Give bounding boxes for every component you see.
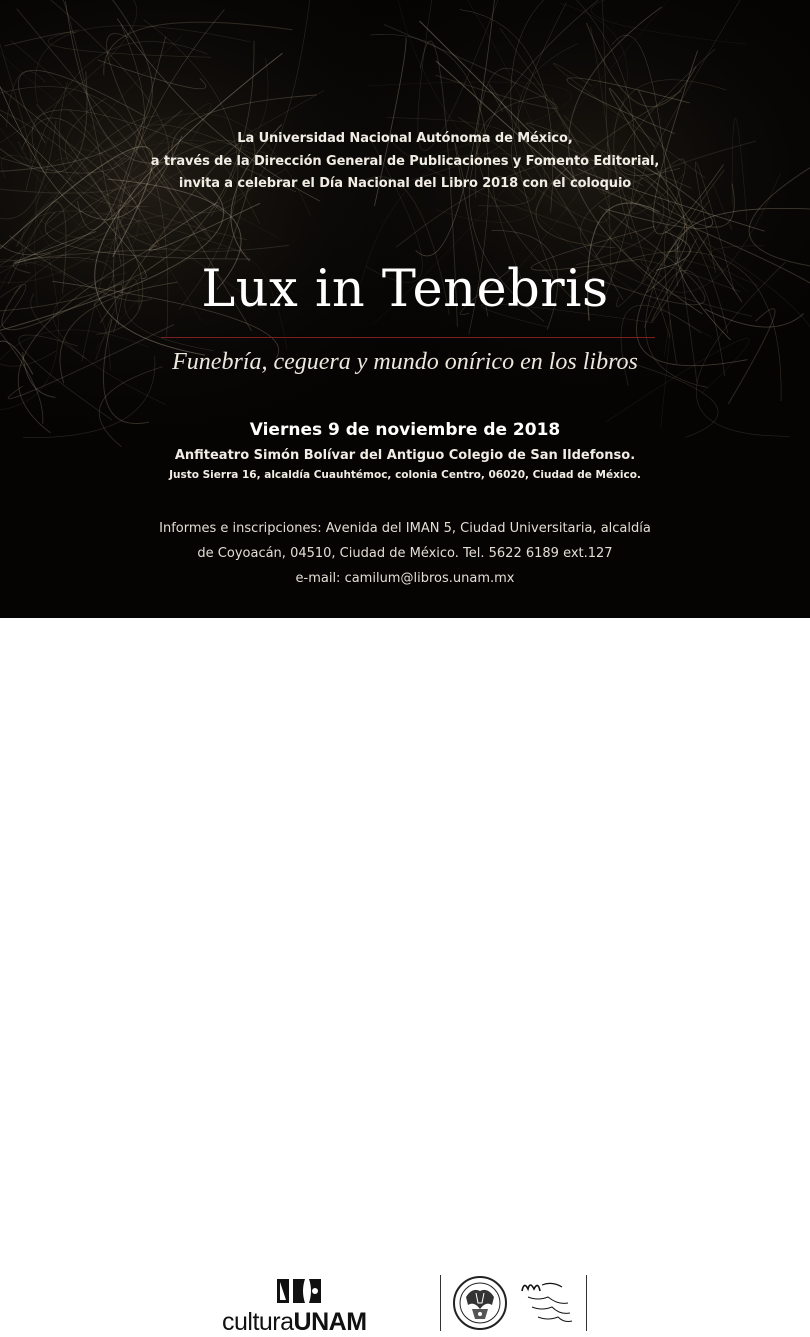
footer-logos (0, 618, 810, 1336)
cultura-unam-logo (222, 1308, 367, 1337)
cultura-unam-logo-mark (275, 1277, 323, 1305)
unam-signature-logo (518, 1277, 576, 1327)
title-rule (161, 337, 655, 338)
footer-divider-left (440, 1275, 441, 1331)
info-line-1: Informes e inscripciones: Avenida del IMAN 5, Ciudad Universitaria, alcaldía (159, 521, 651, 536)
event-title: Lux in Tenebris (201, 260, 609, 319)
event-venue: Anfiteatro Simón Bolívar del Antiguo Colegio de San Ildefonso. (174, 448, 636, 463)
event-date: Viernes 9 de noviembre de 2018 (249, 420, 561, 440)
invitation-poster (0, 0, 810, 618)
intro-line-2: a través de la Dirección General de Publicaciones y Fomento Editorial, (150, 153, 660, 169)
event-address: Justo Sierra 16, alcaldía Cuauhtémoc, colonia Centro, 06020, Ciudad de México. (169, 469, 641, 481)
unam-seal-logo (452, 1275, 508, 1331)
footer-divider-right (586, 1275, 587, 1331)
intro-line-1: La Universidad Nacional Autónoma de México, (237, 131, 573, 146)
contact-email: e-mail: camilum@libros.unam.mx (295, 571, 515, 586)
event-subtitle: Funebría, ceguera y mundo onírico en los libros (172, 349, 638, 375)
contact-info (0, 516, 810, 591)
intro-line-3: invita a celebrar el Día Nacional del Libro 2018 con el coloquio (178, 176, 632, 191)
intro-text (0, 128, 810, 196)
cultura-word: cultura (222, 1308, 294, 1336)
info-line-2: de Coyoacán, 04510, Ciudad de México. Tel. 5622 6189 ext.127 (197, 546, 613, 561)
unam-word: UNAM (293, 1308, 367, 1336)
